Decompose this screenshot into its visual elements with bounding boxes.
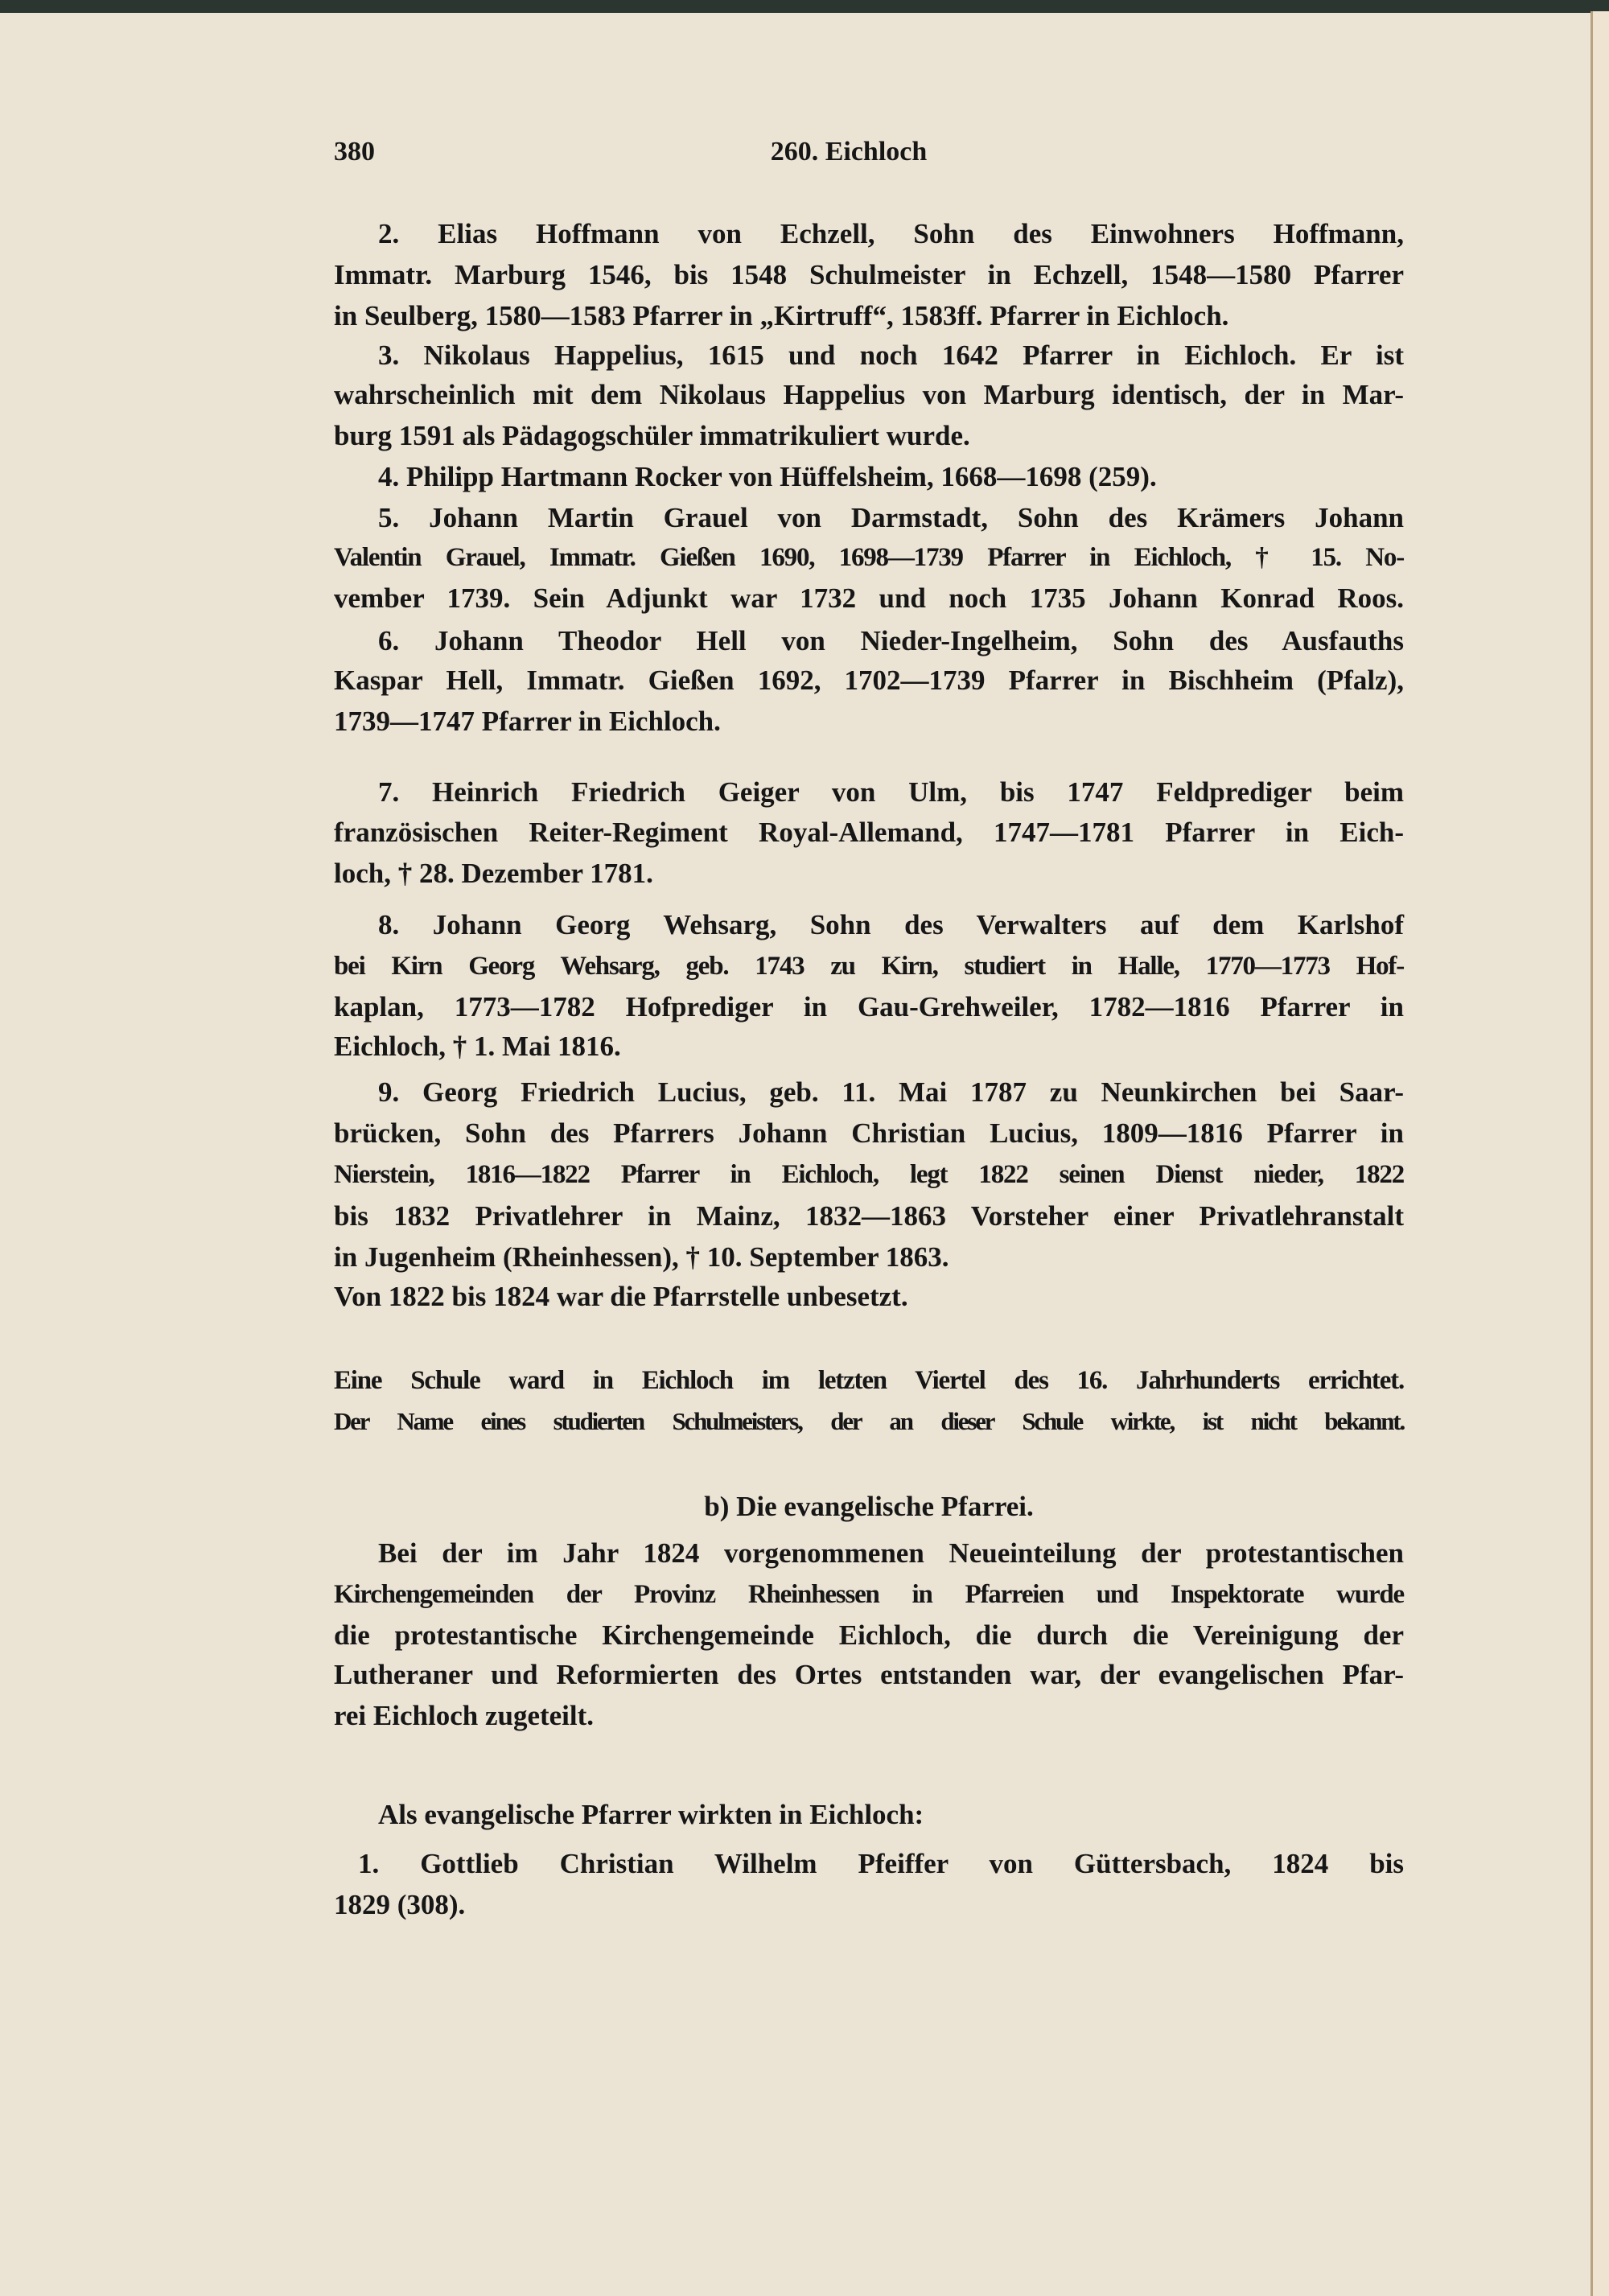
entry-line: Nierstein, 1816—1822 Pfarrer in Eichloch, legt 1822 seinen Dienst nieder, 1822 <box>334 1160 1404 1189</box>
entry-line: kaplan, 1773—1782 Hofprediger in Gau-Grehweiler, 1782—1816 Pfarrer in <box>334 991 1404 1023</box>
school-line: Der Name eines studierten Schulmeisters, der an dieser Schule wirkte, ist nicht bekannt. <box>334 1407 1404 1435</box>
entry-line: wahrscheinlich mit dem Nikolaus Happelius von Marburg identisch, der in Mar- <box>334 379 1404 410</box>
entry-line: vember 1739. Sein Adjunkt war 1732 und noch 1735 Johann Konrad Roos. <box>334 582 1404 614</box>
next-page-edge <box>1593 11 1609 2296</box>
running-title: 260. Eichloch <box>770 137 928 167</box>
entry-line: brücken, Sohn des Pfarrers Johann Christian Lucius, 1809—1816 Pfarrer in <box>334 1117 1404 1149</box>
entry-line: bei Kirn Georg Wehsarg, geb. 1743 zu Kirn, studiert in Halle, 1770—1773 Hof- <box>334 952 1404 981</box>
entry-line: 2. Elias Hoffmann von Echzell, Sohn des Einwohners Hoffmann, <box>378 218 1404 249</box>
paragraph-line: Bei der im Jahr 1824 vorgenommenen Neueinteilung der protestantischen <box>378 1537 1404 1569</box>
entry-line: 4. Philipp Hartmann Rocker von Hüffelsheim, 1668—1698 (259). <box>378 461 1157 492</box>
list-intro: Als evangelische Pfarrer wirkten in Eichloch: <box>378 1799 924 1830</box>
entry-line: 1829 (308). <box>334 1889 466 1920</box>
entry-line: 5. Johann Martin Grauel von Darmstadt, Sohn des Krämers Johann <box>378 502 1404 533</box>
entry-line: Immatr. Marburg 1546, bis 1548 Schulmeister in Echzell, 1548—1580 Pfarrer <box>334 259 1404 290</box>
paragraph-line: die protestantische Kirchengemeinde Eichloch, die durch die Vereinigung der <box>334 1619 1404 1651</box>
paragraph-line: Kirchengemeinden der Provinz Rheinhessen in Pfarreien und Inspektorate wurde <box>334 1580 1404 1609</box>
entry-line: 9. Georg Friedrich Lucius, geb. 11. Mai 1787 zu Neunkirchen bei Saar- <box>378 1076 1404 1108</box>
entry-line: 1739—1747 Pfarrer in Eichloch. <box>334 706 721 737</box>
entry-line: 7. Heinrich Friedrich Geiger von Ulm, bis 1747 Feldprediger beim <box>378 776 1404 808</box>
school-line: Eine Schule ward in Eichloch im letzten Viertel des 16. Jahrhunderts errichtet. <box>334 1366 1404 1395</box>
entry-line: in Seulberg, 1580—1583 Pfarrer in „Kirtruff“, 1583ff. Pfarrer in Eichloch. <box>334 300 1229 331</box>
entry-line: Eichloch, † 1. Mai 1816. <box>334 1031 621 1062</box>
entry-line: burg 1591 als Pädagogschüler immatrikuliert wurde. <box>334 420 970 451</box>
entry-line: 1. Gottlieb Christian Wilhelm Pfeiffer von Güttersbach, 1824 bis <box>358 1848 1404 1879</box>
entry-line: 6. Johann Theodor Hell von Nieder-Ingelheim, Sohn des Ausfauths <box>378 625 1404 656</box>
paragraph-line: Lutheraner und Reformierten des Ortes entstanden war, der evangelischen Pfar- <box>334 1659 1404 1690</box>
section-heading: b) Die evangelische Pfarrei. <box>704 1491 1034 1522</box>
scan-top-border <box>0 0 1609 13</box>
page-edge-line <box>1590 11 1593 2296</box>
entry-line: 8. Johann Georg Wehsarg, Sohn des Verwalters auf dem Karlshof <box>378 909 1404 940</box>
vacancy-note: Von 1822 bis 1824 war die Pfarrstelle unbesetzt. <box>334 1281 908 1312</box>
entry-line: bis 1832 Privatlehrer in Mainz, 1832—1863 Vorsteher einer Privatlehranstalt <box>334 1200 1404 1232</box>
entry-line: Valentin Grauel, Immatr. Gießen 1690, 1698—1739 Pfarrer in Eichloch, † 15. No- <box>334 543 1404 572</box>
entry-line: Kaspar Hell, Immatr. Gießen 1692, 1702—1739 Pfarrer in Bischheim (Pfalz), <box>334 665 1404 696</box>
entry-line: französischen Reiter-Regiment Royal-Allemand, 1747—1781 Pfarrer in Eich- <box>334 817 1404 848</box>
entry-line: loch, † 28. Dezember 1781. <box>334 858 653 889</box>
paragraph-line: rei Eichloch zugeteilt. <box>334 1700 595 1731</box>
entry-line: 3. Nikolaus Happelius, 1615 und noch 1642 Pfarrer in Eichloch. Er ist <box>378 339 1404 371</box>
entry-line: in Jugenheim (Rheinhessen), † 10. September 1863. <box>334 1241 949 1273</box>
page-number: 380 <box>334 137 375 167</box>
